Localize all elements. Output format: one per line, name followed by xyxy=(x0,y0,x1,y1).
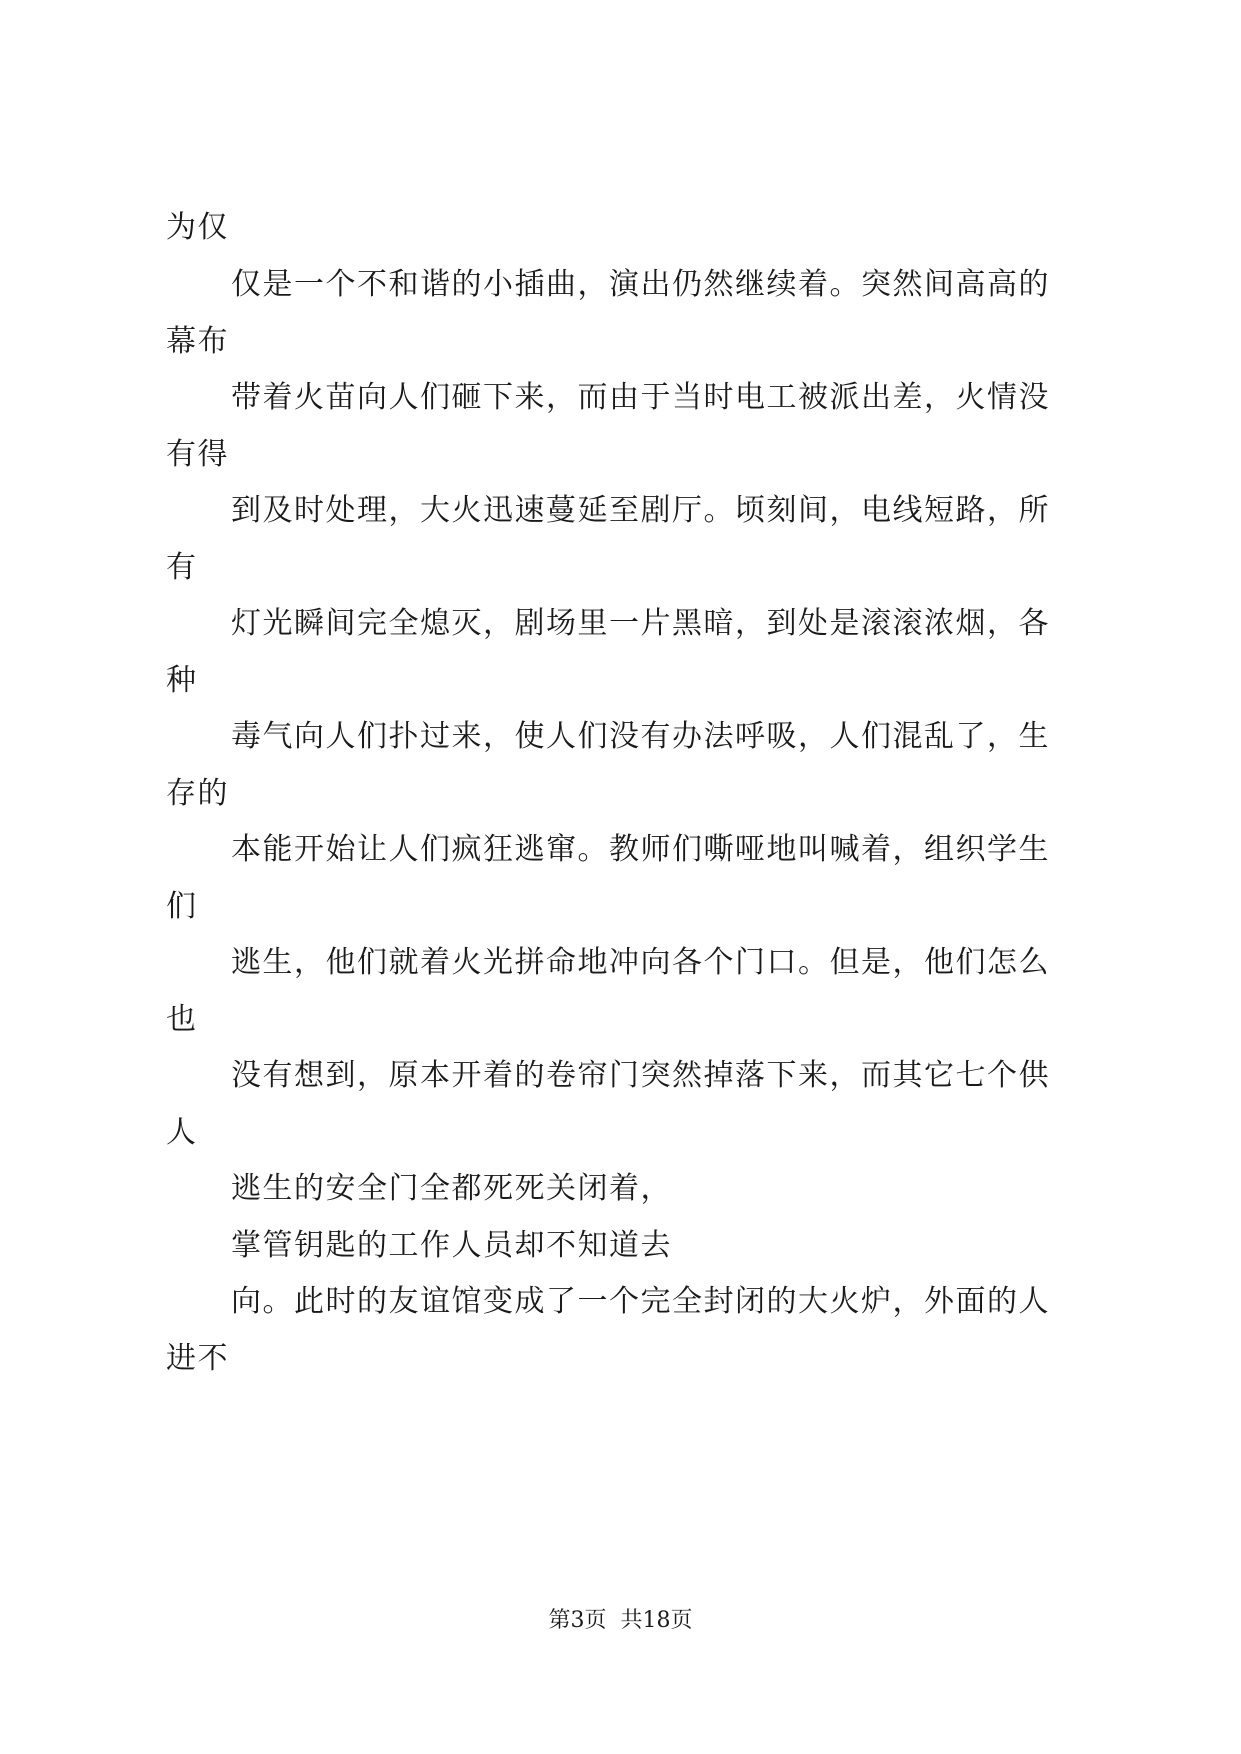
text-line: 进不 xyxy=(166,1341,229,1376)
footer-prefix: 第 xyxy=(548,1608,571,1633)
text-line: 也 xyxy=(166,1002,198,1037)
text-line: 为仅 xyxy=(166,210,229,245)
text-line: 仅是一个不和谐的小插曲，演出仍然继续着。突然间高高的 xyxy=(231,267,1050,302)
text-line: 带着火苗向人们砸下来，而由于当时电工被派出差，火情没 xyxy=(231,380,1050,415)
footer-total-prefix: 共 xyxy=(620,1608,643,1633)
text-line: 向。此时的友谊馆变成了一个完全封闭的大火炉，外面的人 xyxy=(231,1284,1050,1319)
text-line: 们 xyxy=(166,889,198,924)
text-line: 到及时处理，大火迅速蔓延至剧厅。顷刻间，电线短路，所 xyxy=(231,493,1050,528)
text-line: 有得 xyxy=(166,437,229,472)
footer-current-page: 3 xyxy=(570,1608,585,1633)
text-line: 存的 xyxy=(166,776,229,811)
footer-total-pages: 18 xyxy=(642,1608,671,1633)
page-number-footer xyxy=(0,1606,1241,1636)
text-line: 幕布 xyxy=(166,324,229,359)
text-line: 人 xyxy=(166,1115,198,1150)
text-line: 逃生的安全门全都死死关闭着， xyxy=(231,1171,672,1206)
footer-gap xyxy=(607,1608,621,1633)
footer-total-suffix: 页 xyxy=(670,1608,693,1633)
text-line: 逃生，他们就着火光拼命地冲向各个门口。但是，他们怎么 xyxy=(231,945,1050,980)
text-line: 种 xyxy=(166,663,198,698)
text-line: 没有想到，原本开着的卷帘门突然掉落下来，而其它七个供 xyxy=(231,1058,1050,1093)
text-line: 掌管钥匙的工作人员却不知道去 xyxy=(231,1228,672,1263)
text-line: 灯光瞬间完全熄灭，剧场里一片黑暗，到处是滚滚浓烟，各 xyxy=(231,606,1050,641)
text-line: 毒气向人们扑过来，使人们没有办法呼吸，人们混乱了，生 xyxy=(231,719,1050,754)
text-line: 本能开始让人们疯狂逃窜。教师们嘶哑地叫喊着，组织学生 xyxy=(231,832,1050,867)
footer-page-suffix: 页 xyxy=(584,1608,607,1633)
text-line: 有 xyxy=(166,550,198,585)
